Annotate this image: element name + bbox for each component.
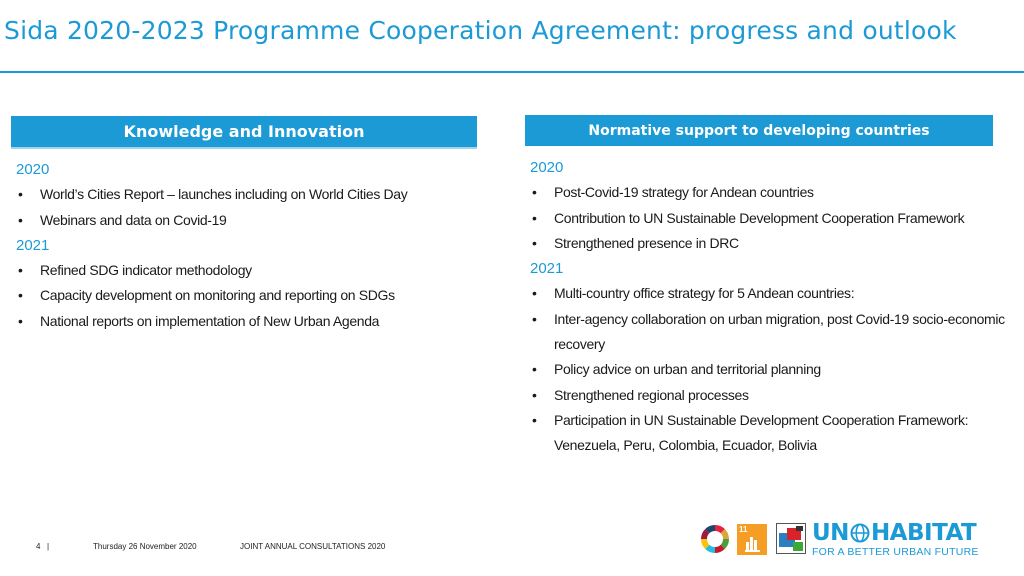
- footer-page-number: 4: [36, 542, 41, 551]
- bullet-item: • Multi-country office strategy for 5 Andean countries:: [530, 281, 1010, 306]
- bullet-item: • Strengthened regional processes: [530, 383, 1010, 408]
- left-column-list: [16, 157, 486, 334]
- bullet-item: • National reports on implementation of New Urban Agenda: [16, 309, 486, 334]
- sdg-11-badge: [737, 524, 767, 555]
- bullet-item: • Participation in UN Sustainable Development Cooperation Framework: Venezuela, Peru, Colombia, Ecuador, Bolivia: [530, 408, 1010, 459]
- bullet-item: • Inter-agency collaboration on urban migration, post Covid-19 socio-economic recovery: [530, 307, 1010, 358]
- footer-separator: |: [47, 542, 50, 551]
- year-heading: 2021: [16, 236, 50, 254]
- year-heading: 2020: [16, 161, 50, 178]
- bullet-item: • Strengthened presence in DRC: [530, 231, 1010, 256]
- page-title: Sida 2020-2023 Programme Cooperation Agreement: progress and outlook: [4, 16, 957, 45]
- bullet-item: • Contribution to UN Sustainable Development Cooperation Framework: [530, 206, 1010, 231]
- globe-icon: [850, 523, 870, 543]
- left-column-header: Knowledge and Innovation: [11, 116, 477, 149]
- bullet-item: • Refined SDG indicator methodology: [16, 258, 486, 283]
- logo-un-text: UN: [812, 520, 849, 546]
- bullet-item: • Webinars and data on Covid-19: [16, 208, 486, 233]
- footer-date: Thursday 26 November 2020: [93, 542, 197, 551]
- sdg-wheel-icon: [700, 524, 730, 554]
- title-divider: [0, 71, 1024, 73]
- bullet-item: • Post-Covid-19 strategy for Andean countries: [530, 180, 1010, 205]
- city-buildings-icon: [745, 537, 760, 552]
- un-habitat-logo: [812, 520, 992, 560]
- partner-square-logo-icon: [776, 523, 806, 554]
- logo-tagline: FOR A BETTER URBAN FUTURE: [812, 546, 979, 558]
- bullet-item: • Policy advice on urban and territorial planning: [530, 357, 1010, 382]
- year-heading: 2020: [530, 159, 564, 176]
- bullet-item: • World’s Cities Report – launches including on World Cities Day: [16, 182, 486, 207]
- year-heading: 2021: [530, 260, 564, 278]
- sdg-goal-number: 11: [739, 525, 748, 534]
- footer-event: JOINT ANNUAL CONSULTATIONS 2020: [240, 542, 386, 551]
- logo-habitat-text: HABITAT: [870, 520, 977, 546]
- bullet-item: • Capacity development on monitoring and reporting on SDGs: [16, 283, 486, 308]
- right-column-header: Normative support to developing countries: [525, 115, 993, 146]
- right-column-list: [530, 155, 1010, 459]
